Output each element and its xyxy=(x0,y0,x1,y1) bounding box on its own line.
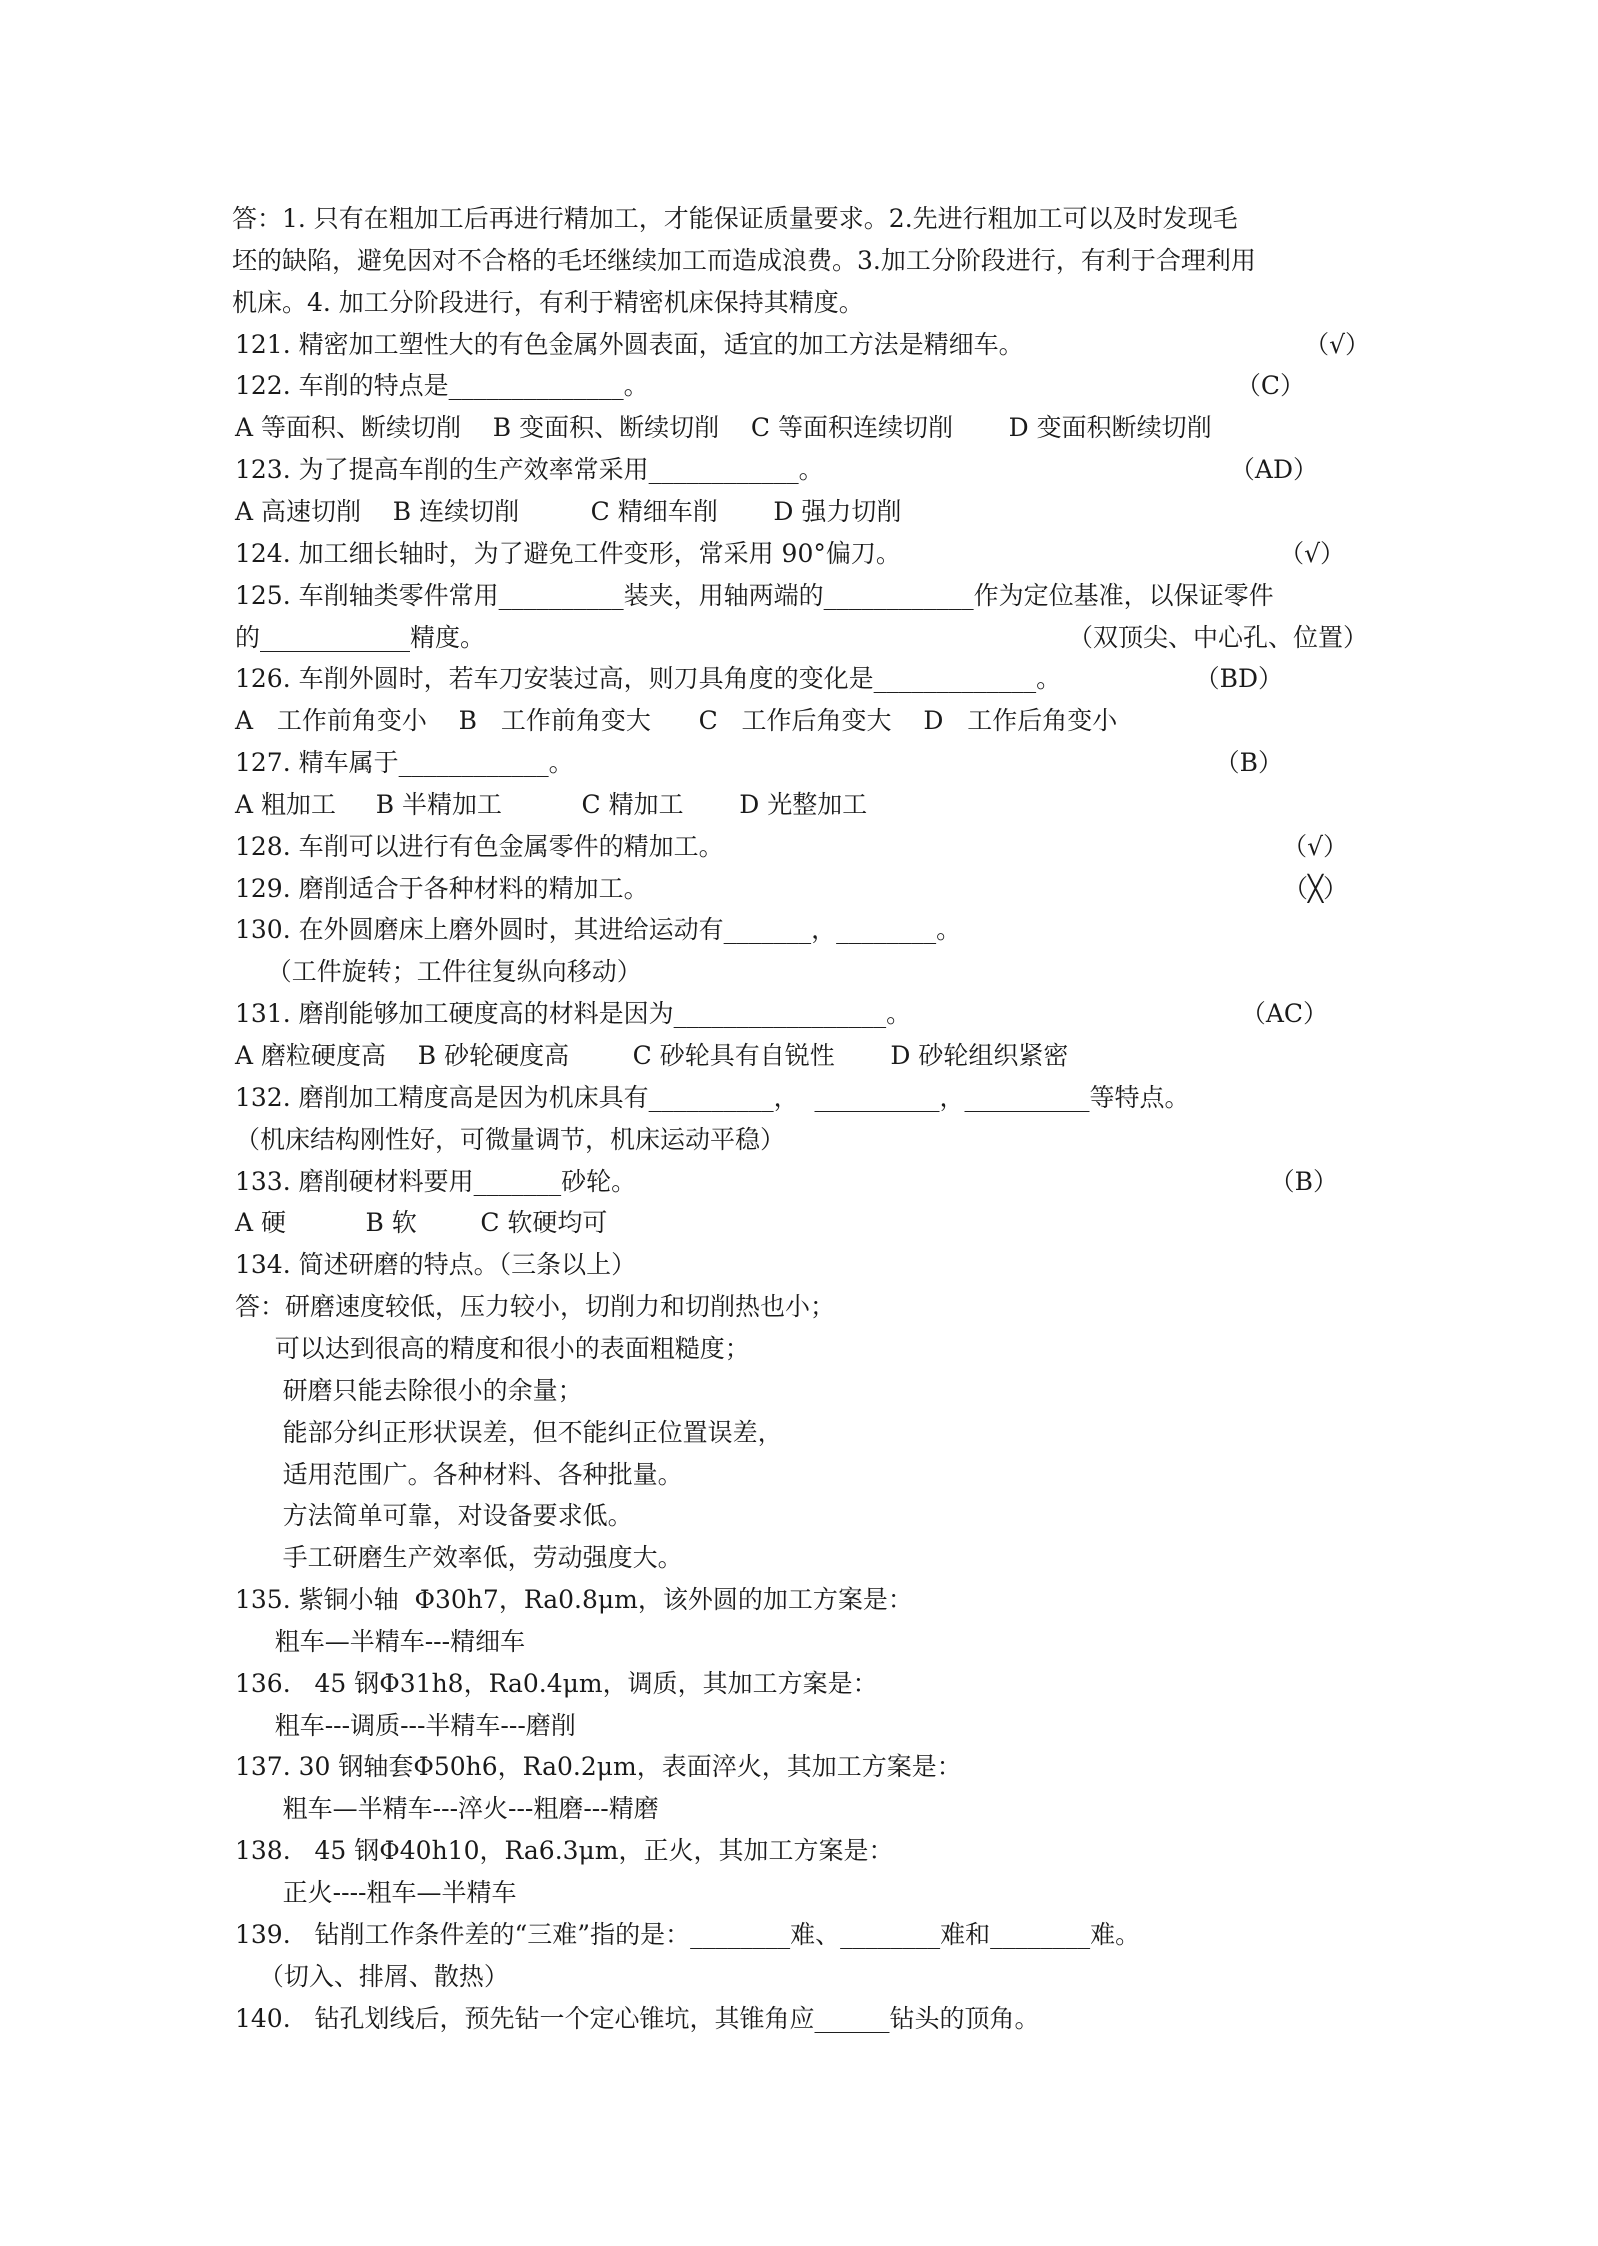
text-line: 138. 45 钢Φ40h10，Ra6.3μm，正火，其加工方案是： xyxy=(235,1836,894,1865)
answer-key: （双顶尖、中心孔、位置） xyxy=(1067,623,1368,652)
text-line: （机床结构刚性好，可微量调节，机床运动平稳） xyxy=(235,1125,786,1154)
answer-key: （BD） xyxy=(1194,664,1283,693)
text-line: 126. 车削外圆时，若车刀安装过高，则刀具角度的变化是_____________。 xyxy=(235,664,1062,693)
text-line: 133. 磨削硬材料要用_______砂轮。 xyxy=(235,1167,637,1196)
text-line: 粗车—半精车---淬火---粗磨---精磨 xyxy=(235,1794,659,1823)
text-line: 125. 车削轴类零件常用__________装夹，用轴两端的____________作为定位基准，以保证零件 xyxy=(235,581,1274,610)
text-line: 136. 45 钢Φ31h8，Ra0.4μm，调质，其加工方案是： xyxy=(235,1669,878,1698)
answer-key: （╳） xyxy=(1282,874,1348,903)
text-line: 128. 车削可以进行有色金属零件的精加工。 xyxy=(235,832,724,861)
text-line: 粗车---调质---半精车---磨削 xyxy=(235,1711,576,1740)
text-line: 手工研磨生产效率低，劳动强度大。 xyxy=(235,1543,683,1572)
text-line: 坯的缺陷，避免因对不合格的毛坯继续加工而造成浪费。3.加工分阶段进行，有利于合理利用 xyxy=(232,246,1256,275)
answer-key: （C） xyxy=(1235,371,1305,400)
text-line: 134. 简述研磨的特点。（三条以上） xyxy=(235,1250,637,1279)
text-line: 130. 在外圆磨床上磨外圆时，其进给运动有_______，________。 xyxy=(235,915,962,944)
text-line: 122. 车削的特点是______________。 xyxy=(235,371,649,400)
text-line: 127. 精车属于____________。 xyxy=(235,748,574,777)
text-line: 可以达到很高的精度和很小的表面粗糙度； xyxy=(235,1334,750,1363)
text-line: 答：研磨速度较低，压力较小，切削力和切削热也小； xyxy=(235,1292,836,1321)
text-line: 正火----粗车—半精车 xyxy=(235,1878,517,1907)
answer-key: （√） xyxy=(1282,832,1348,861)
answer-key: （B） xyxy=(1214,748,1283,777)
text-line: 140. 钻孔划线后，预先钻一个定心锥坑，其锥角应______钻头的顶角。 xyxy=(235,2004,1040,2033)
answer-key: （√） xyxy=(1304,330,1370,359)
text-line: 机床。4. 加工分阶段进行，有利于精密机床保持其精度。 xyxy=(232,288,864,317)
text-line: A 硬 B 软 C 软硬均可 xyxy=(235,1208,608,1237)
text-line: 129. 磨削适合于各种材料的精加工。 xyxy=(235,874,649,903)
text-line: A 磨粒硬度高 B 砂轮硬度高 C 砂轮具有自锐性 D 砂轮组织紧密 xyxy=(235,1041,1069,1070)
text-line: A 高速切削 B 连续切削 C 精细车削 D 强力切削 xyxy=(235,497,902,526)
text-line: 的____________精度。 xyxy=(235,623,486,652)
text-line: 粗车—半精车---精细车 xyxy=(235,1627,526,1656)
text-line: 121. 精密加工塑性大的有色金属外圆表面，适宜的加工方法是精细车。 xyxy=(235,330,1024,359)
text-line: 答：1. 只有在粗加工后再进行精加工，才能保证质量要求。2.先进行粗加工可以及时发现毛 xyxy=(232,204,1238,233)
text-line: 方法简单可靠，对设备要求低。 xyxy=(235,1501,633,1530)
text-line: 131. 磨削能够加工硬度高的材料是因为_________________。 xyxy=(235,999,912,1028)
text-line: A 工作前角变小 B 工作前角变大 C 工作后角变大 D 工作后角变小 xyxy=(235,706,1118,735)
text-line: 123. 为了提高车削的生产效率常采用____________。 xyxy=(235,455,824,484)
answer-key: （B） xyxy=(1269,1167,1338,1196)
text-line: 研磨只能去除很小的余量； xyxy=(235,1376,583,1405)
text-line: 137. 30 钢轴套Φ50h6，Ra0.2μm，表面淬火，其加工方案是： xyxy=(235,1752,962,1781)
text-line: 124. 加工细长轴时，为了避免工件变形，常采用 90°偏刀。 xyxy=(235,539,901,568)
answer-key: （AD） xyxy=(1229,455,1318,484)
text-line: 132. 磨削加工精度高是因为机床具有__________， __________，__________等特点。 xyxy=(235,1083,1190,1112)
text-line: （切入、排屑、散热） xyxy=(235,1962,509,1991)
text-line: A 粗加工 B 半精加工 C 精加工 D 光整加工 xyxy=(235,790,868,819)
text-line: 139. 钻削工作条件差的“三难”指的是：________难、________难和________难。 xyxy=(235,1920,1141,1949)
text-line: A 等面积、断续切削 B 变面积、断续切削 C 等面积连续切削 D 变面积断续切削 xyxy=(235,413,1212,442)
text-line: 135. 紫铜小轴 Φ30h7，Ra0.8μm，该外圆的加工方案是： xyxy=(235,1585,913,1614)
answer-key: （AC） xyxy=(1240,999,1328,1028)
text-line: （工件旋转；工件往复纵向移动） xyxy=(235,957,642,986)
answer-key: （√） xyxy=(1279,539,1345,568)
text-line: 适用范围广。各种材料、各种批量。 xyxy=(235,1460,683,1489)
text-line: 能部分纠正形状误差，但不能纠正位置误差， xyxy=(235,1418,783,1447)
